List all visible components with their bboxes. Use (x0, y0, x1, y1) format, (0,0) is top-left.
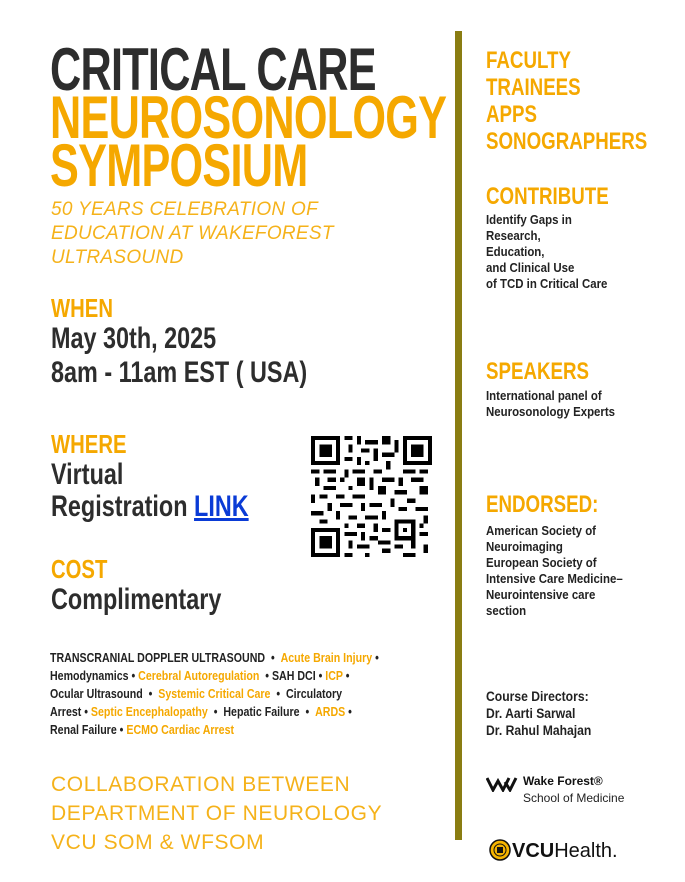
endorsed-line: Intensive Care Medicine– (486, 571, 623, 586)
speakers-line: Neurosonology Experts (486, 404, 616, 419)
title-line-2: NEUROSONOLOGY (50, 84, 447, 151)
audience-item: FACULTY (486, 47, 571, 74)
topic: Ocular Ultrasound (50, 687, 143, 701)
when-time: 8am - 11am EST ( USA) (51, 356, 308, 389)
topic: Circulatory (285, 687, 343, 701)
audience-list (486, 47, 685, 155)
speakers-label: SPEAKERS (486, 358, 589, 385)
vcu-health-wordmark (512, 838, 618, 864)
where-label: WHERE (51, 429, 127, 459)
topics-row: Arrest • Septic Encephalopathy • Hepatic Failure • ARDS • (50, 705, 352, 719)
where-line-2 (51, 490, 249, 523)
collaboration (51, 770, 382, 857)
contribute-label: CONTRIBUTE (486, 183, 609, 210)
cost-value: Complimentary (51, 583, 222, 616)
endorsed-line: European Society of (486, 555, 597, 570)
topics-row: TRANSCRANIAL DOPPLER ULTRASOUND • Acute Brain Injury • (50, 651, 379, 665)
course-directors (486, 688, 603, 739)
speakers-text (486, 388, 633, 420)
topic: Hepatic Failure (223, 705, 300, 719)
topic: Hemodynamics (50, 669, 129, 683)
subtitle (51, 198, 334, 270)
topics-row: Hemodynamics • Cerebral Autoregulation • SAH DCI • ICP • (50, 669, 350, 683)
title-line-3: SYMPOSIUM (50, 132, 308, 199)
topics-row: Renal Failure • ECMO Cardiac Arrest (50, 723, 235, 737)
topic: Septic Encephalopathy (90, 705, 208, 719)
topic: Arrest (50, 705, 82, 719)
endorsed-text (486, 523, 641, 619)
wake-forest-subtitle: School of Medicine (523, 791, 625, 805)
endorsed-line: Neuroimaging (486, 539, 563, 554)
endorsed-line: American Society of (486, 523, 596, 538)
topic: Systemic Critical Care (158, 687, 271, 701)
registration-link[interactable]: LINK (194, 490, 249, 523)
speakers-line: International panel of (486, 388, 602, 403)
cost-label: COST (51, 554, 108, 584)
topic: ARDS (315, 705, 346, 719)
vcu-seal-icon (489, 839, 511, 861)
topic: ICP (325, 669, 343, 683)
when-label: WHEN (51, 293, 113, 323)
subtitle-line: EDUCATION AT WAKEFOREST (51, 223, 334, 244)
registration-text: Registration (51, 490, 188, 523)
contribute-text (486, 212, 624, 292)
director-name: Dr. Rahul Mahajan (486, 723, 592, 738)
topics-list (50, 649, 435, 739)
wake-forest-logo-icon (486, 776, 518, 792)
contribute-line: and Clinical Use (486, 260, 575, 275)
contribute-line: Identify Gaps in (486, 212, 572, 227)
contribute-line: Education, (486, 244, 545, 259)
audience-item: APPS (486, 101, 537, 128)
collaboration-line: DEPARTMENT OF NEUROLOGY (51, 802, 383, 825)
subtitle-line: ULTRASOUND (51, 247, 184, 268)
topics-row: Ocular Ultrasound • Systemic Critical Care • Circulatory (50, 687, 343, 701)
endorsed-line: section (486, 603, 527, 618)
wake-forest-name: Wake Forest® (523, 774, 603, 788)
topic: Cerebral Autoregulation (138, 669, 260, 683)
qr-code-icon[interactable] (311, 436, 432, 557)
topic: ECMO Cardiac Arrest (126, 723, 235, 737)
collaboration-line: COLLABORATION BETWEEN (51, 773, 351, 796)
title-line-1: CRITICAL CARE (50, 36, 376, 103)
vertical-divider (455, 31, 462, 840)
collaboration-line: VCU SOM & WFSOM (51, 831, 265, 854)
endorsed-line: Neurointensive care (486, 587, 596, 602)
audience-item: SONOGRAPHERS (486, 128, 648, 155)
audience-item: TRAINEES (486, 74, 581, 101)
contribute-line: Research, (486, 228, 541, 243)
topic: SAH DCI (271, 669, 316, 683)
subtitle-line: 50 YEARS CELEBRATION OF (51, 199, 318, 220)
health-text: Health. (554, 840, 618, 862)
directors-label: Course Directors: (486, 689, 589, 704)
vcu-text: VCU (512, 840, 555, 862)
contribute-line: of TCD in Critical Care (486, 276, 608, 291)
endorsed-label: ENDORSED: (486, 491, 599, 518)
topic: TRANSCRANIAL DOPPLER ULTRASOUND (50, 651, 266, 665)
director-name: Dr. Aarti Sarwal (486, 706, 576, 721)
topic: Renal Failure (50, 723, 117, 737)
topic: Acute Brain Injury (280, 651, 373, 665)
where-line-1: Virtual (51, 458, 124, 491)
when-date: May 30th, 2025 (51, 322, 217, 355)
